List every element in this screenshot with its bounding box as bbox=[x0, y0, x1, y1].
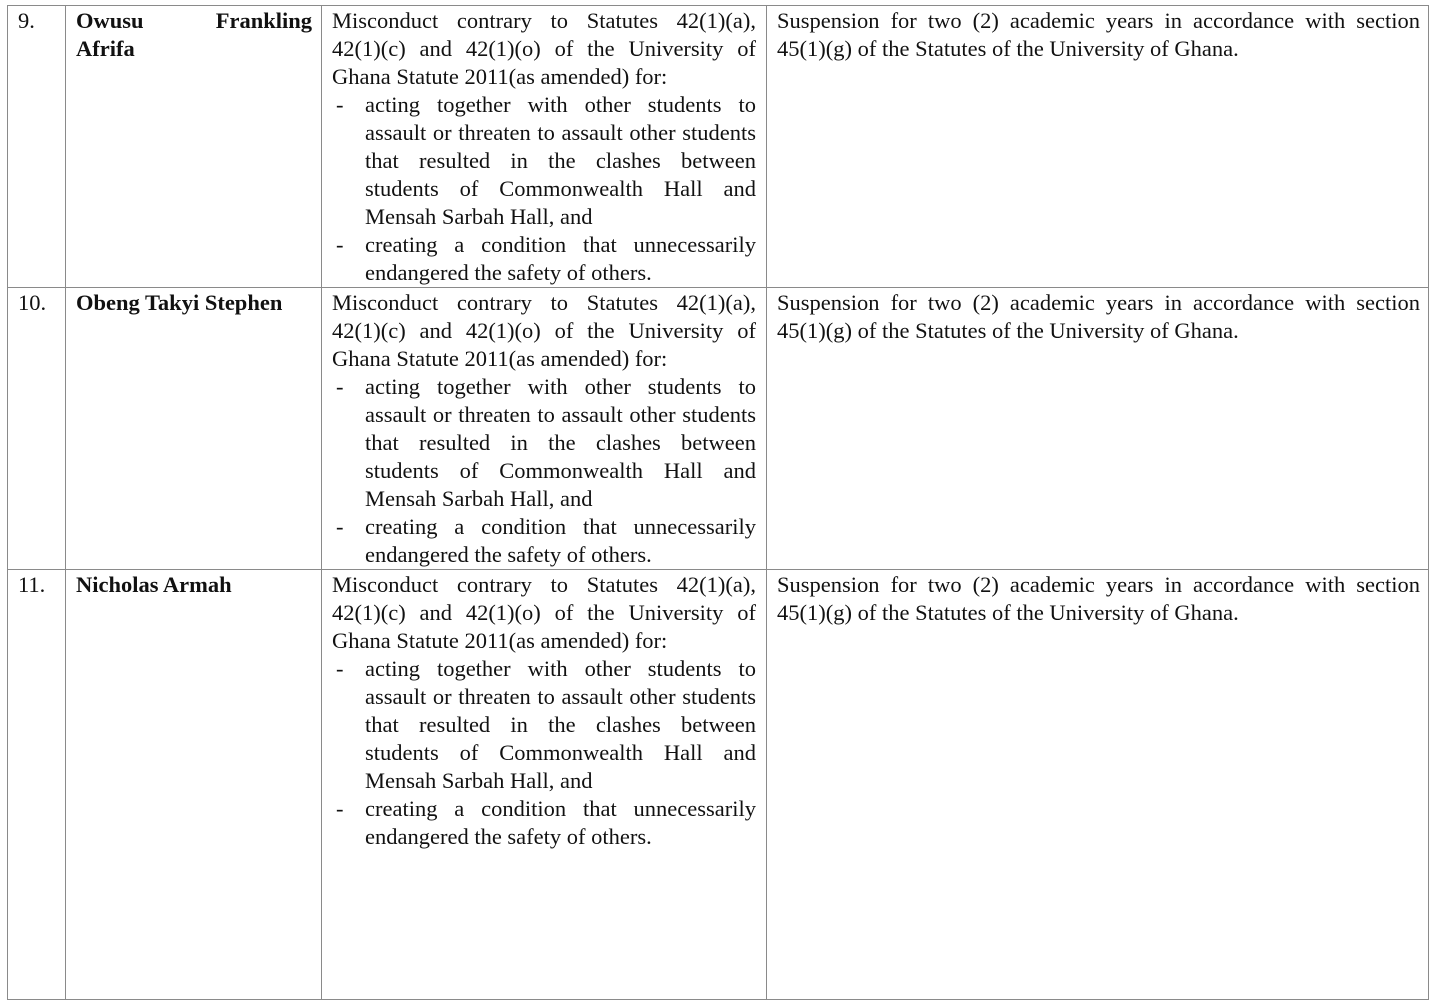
penalty-cell bbox=[767, 6, 1429, 288]
list-item bbox=[332, 91, 756, 231]
bullet-dash: - bbox=[336, 232, 344, 257]
offence-bullet-text: creating a condition that unnecessarily endangered the safety of others. bbox=[365, 514, 756, 567]
table-row bbox=[8, 288, 1429, 570]
student-name-last: Afrifa bbox=[76, 36, 135, 61]
offence-bullet-text: creating a condition that unnecessarily endangered the safety of others. bbox=[365, 796, 756, 849]
row-number: 10. bbox=[8, 288, 66, 570]
student-name: Nicholas Armah bbox=[66, 570, 322, 1000]
offence-cell bbox=[322, 6, 767, 288]
offence-list bbox=[332, 373, 756, 569]
list-item bbox=[332, 513, 756, 569]
offence-intro: Misconduct contrary to Statutes 42(1)(a), 42(1)(c) and 42(1)(o) of the University of Ghana Statute 2011(as amended) for: bbox=[332, 572, 756, 653]
offence-intro: Misconduct contrary to Statutes 42(1)(a), 42(1)(c) and 42(1)(o) of the University of Ghana Statute 2011(as amended) for: bbox=[332, 8, 756, 89]
offence-bullet-text: acting together with other students to assault or threaten to assault other students that resulted in the clashes between students of Commonwealth Hall and Mensah Sarbah Hall, and bbox=[365, 374, 756, 511]
student-name-middle: Frankling bbox=[215, 8, 312, 33]
row-number: 9. bbox=[8, 6, 66, 288]
bullet-dash: - bbox=[336, 796, 344, 821]
offence-cell bbox=[322, 570, 767, 1000]
student-name-first: Owusu bbox=[76, 8, 144, 33]
penalty-cell bbox=[767, 288, 1429, 570]
offence-cell bbox=[322, 288, 767, 570]
row-number: 11. bbox=[8, 570, 66, 1000]
offence-intro: Misconduct contrary to Statutes 42(1)(a), 42(1)(c) and 42(1)(o) of the University of Ghana Statute 2011(as amended) for: bbox=[332, 290, 756, 371]
penalty-text: Suspension for two (2) academic years in accordance with section 45(1)(g) of the Statutes of the University of Ghana. bbox=[777, 8, 1420, 61]
penalty-text: Suspension for two (2) academic years in accordance with section 45(1)(g) of the Statutes of the University of Ghana. bbox=[777, 572, 1420, 625]
list-item bbox=[332, 655, 756, 795]
penalty-text: Suspension for two (2) academic years in accordance with section 45(1)(g) of the Statutes of the University of Ghana. bbox=[777, 290, 1420, 343]
student-name: Obeng Takyi Stephen bbox=[66, 288, 322, 570]
offence-bullet-text: creating a condition that unnecessarily endangered the safety of others. bbox=[365, 232, 756, 285]
bullet-dash: - bbox=[336, 656, 344, 681]
list-item bbox=[332, 373, 756, 513]
list-item bbox=[332, 231, 756, 287]
bullet-dash: - bbox=[336, 374, 344, 399]
table-row bbox=[8, 6, 1429, 288]
offence-bullet-text: acting together with other students to assault or threaten to assault other students that resulted in the clashes between students of Commonwealth Hall and Mensah Sarbah Hall, and bbox=[365, 656, 756, 793]
offence-list bbox=[332, 655, 756, 851]
table-row bbox=[8, 570, 1429, 1000]
penalty-cell bbox=[767, 570, 1429, 1000]
offence-list bbox=[332, 91, 756, 287]
sanctions-table bbox=[7, 5, 1429, 1000]
student-name bbox=[66, 6, 322, 288]
offence-bullet-text: acting together with other students to assault or threaten to assault other students that resulted in the clashes between students of Commonwealth Hall and Mensah Sarbah Hall, and bbox=[365, 92, 756, 229]
list-item bbox=[332, 795, 756, 851]
bullet-dash: - bbox=[336, 514, 344, 539]
bullet-dash: - bbox=[336, 92, 344, 117]
